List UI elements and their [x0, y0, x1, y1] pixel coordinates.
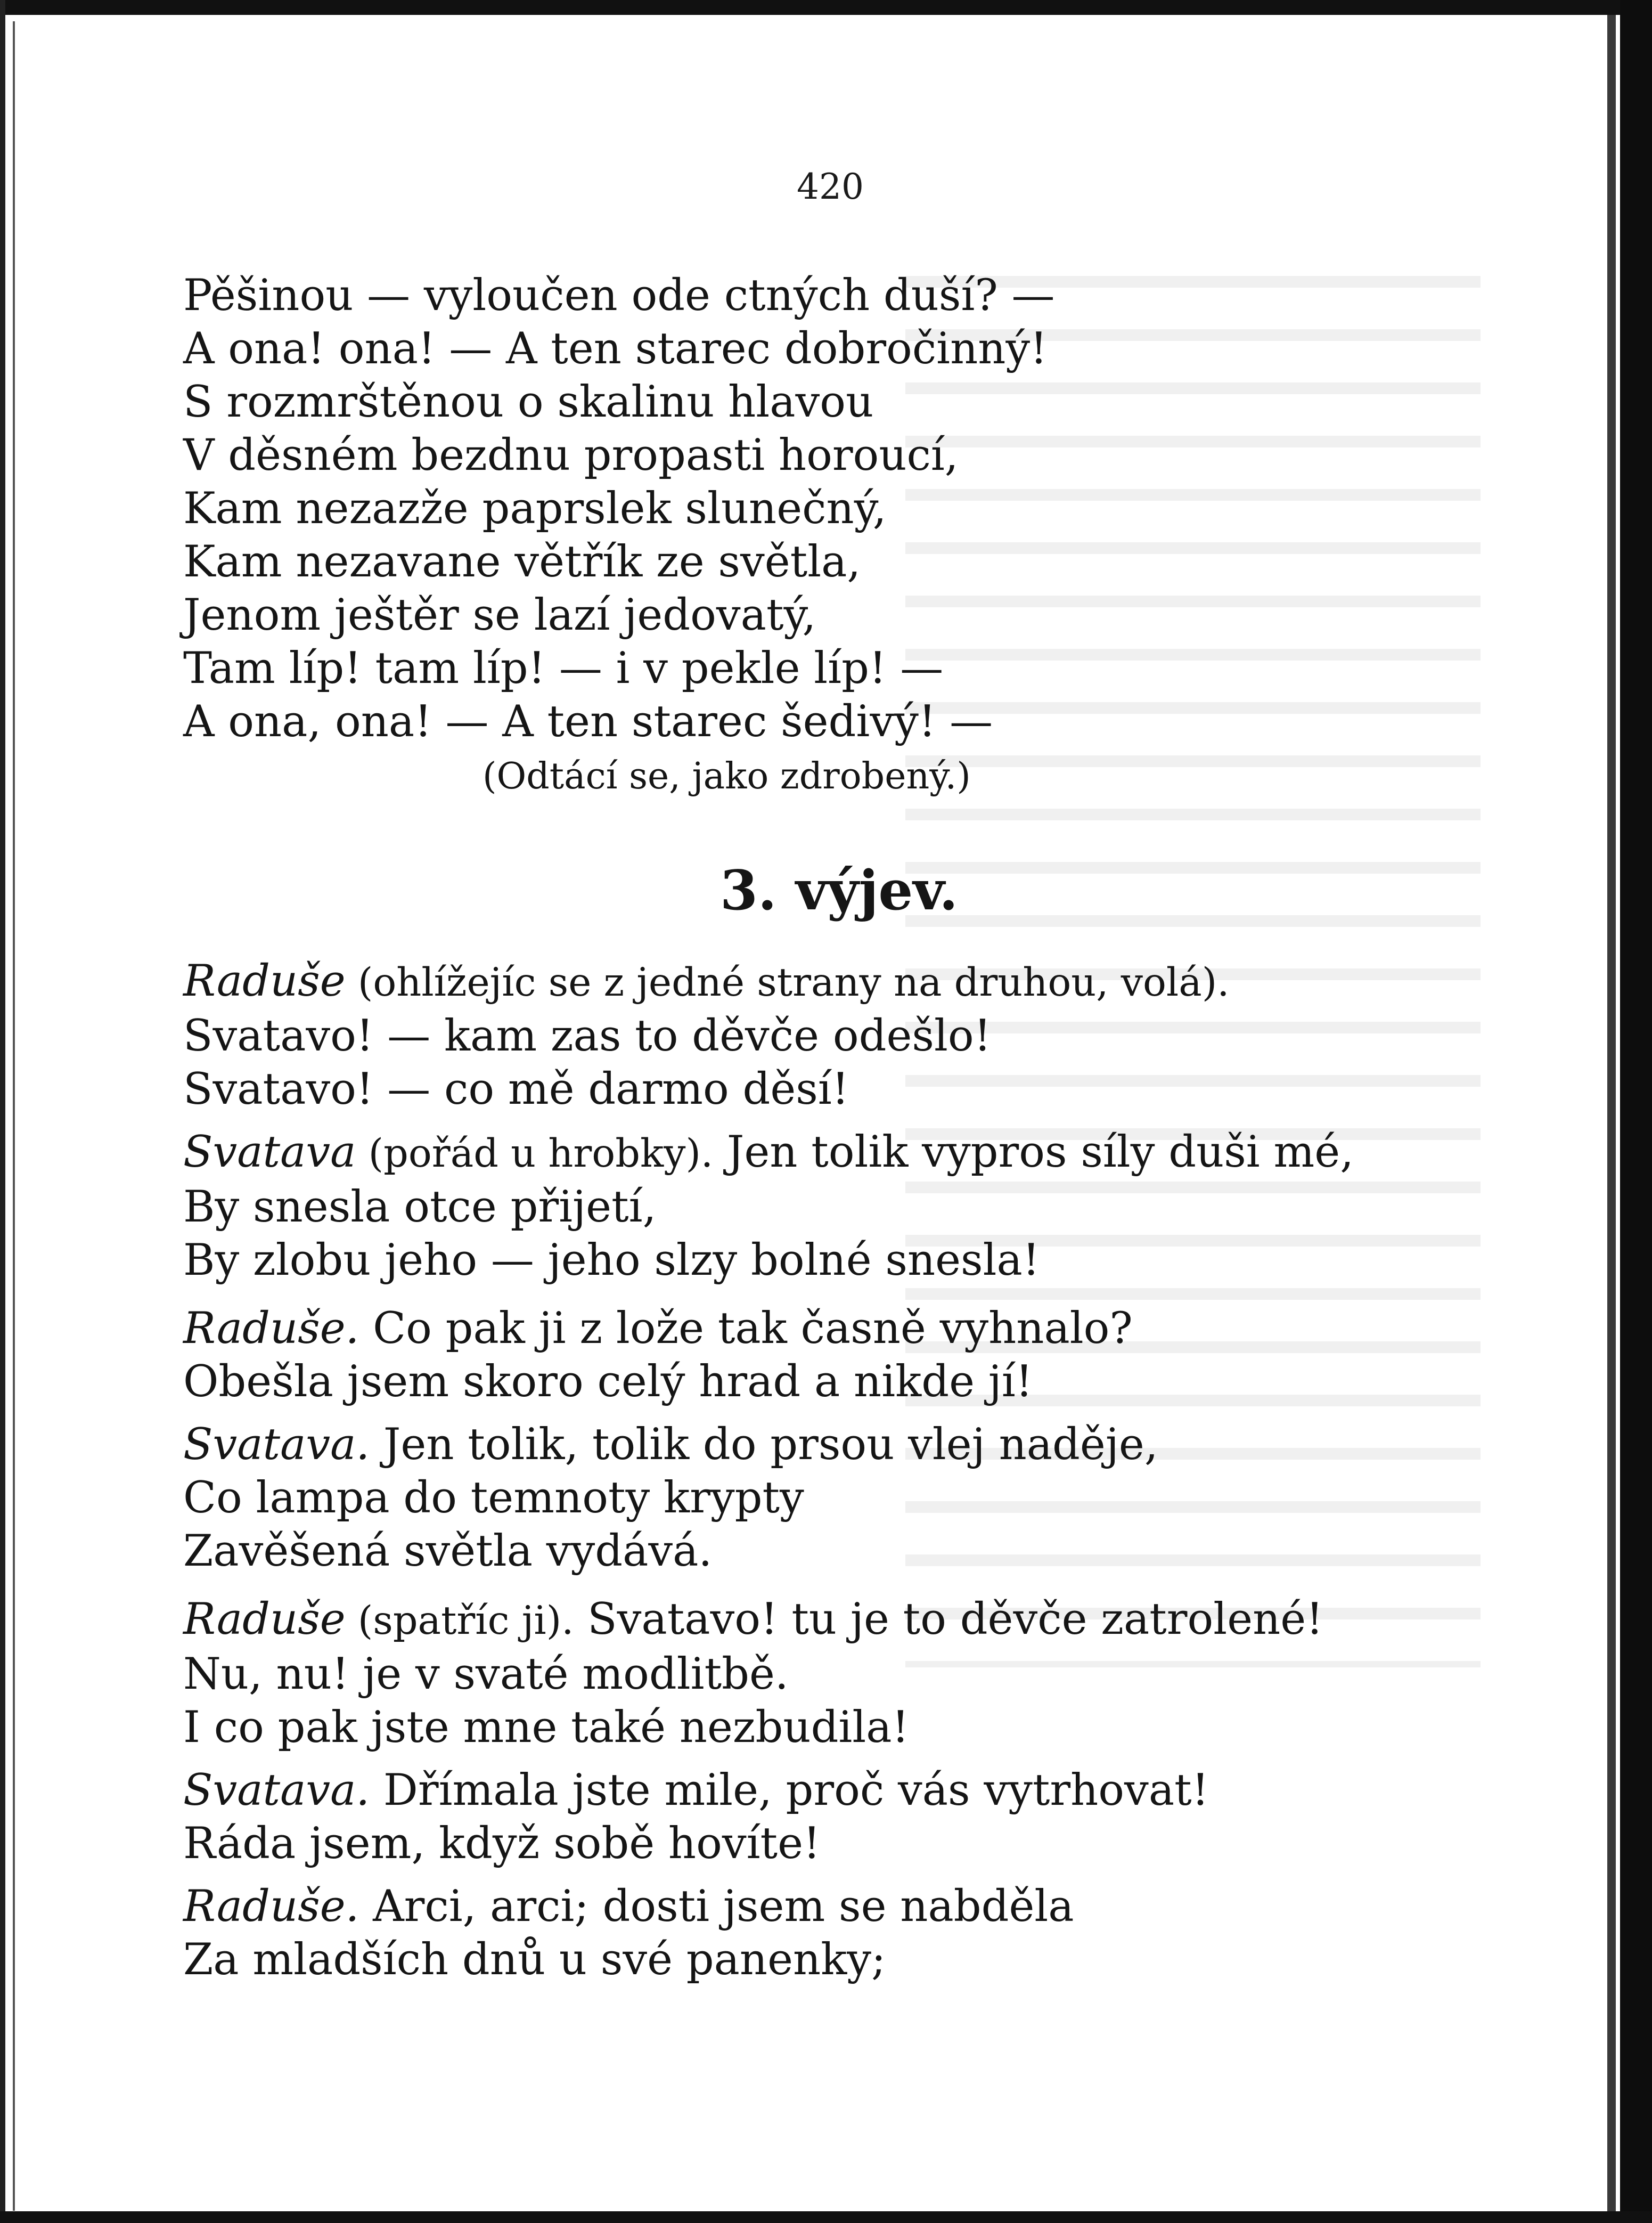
scan-border-top — [0, 0, 1652, 15]
speaker-name: Raduše. — [183, 1882, 359, 1932]
verse-line: Jenom ještěr se lazí jedovatý, — [183, 590, 816, 640]
dialogue-line — [183, 1880, 1435, 1933]
speaker-name: Raduše — [183, 1594, 346, 1644]
dialogue-line: Nu, nu! je v svaté modlitbě. — [183, 1649, 789, 1699]
dialogue-line — [183, 955, 1435, 1009]
speaker-name: Svatava. — [183, 1420, 370, 1470]
dialogue-text: Svatavo! tu je to děvče zatrolené! — [574, 1594, 1323, 1644]
dialogue-line: Za mladších dnů u své panenky; — [183, 1935, 886, 1985]
dialogue-text: Arci, arci; dosti jsem se nabděla — [359, 1882, 1074, 1932]
dialogue-text: Jen tolik, tolik do prsou vlej naděje, — [370, 1420, 1158, 1470]
dialogue-line: Zavěšená světla vydává. — [183, 1526, 713, 1576]
scan-shadow-left — [13, 21, 15, 2211]
scan-border-bottom — [0, 2211, 1652, 2223]
dialogue-line: Co lampa do temnoty krypty — [183, 1473, 804, 1523]
scan-border-right — [1620, 0, 1652, 2223]
verse-line: Kam nezavane větřík ze světla, — [183, 537, 861, 587]
dialogue-line: By zlobu jeho — jeho slzy bolné snesla! — [183, 1235, 1040, 1285]
dialogue-line — [183, 1593, 1435, 1648]
scene-heading: 3. výjev. — [720, 859, 958, 923]
speaker-name: Raduše — [183, 956, 346, 1006]
dialogue-line: Svatavo! — kam zas to děvče odešlo! — [183, 1011, 992, 1061]
verse-line: Tam líp! tam líp! — i v pekle líp! — — [183, 644, 944, 694]
verse-block — [183, 269, 1435, 748]
dialogue-line — [183, 1126, 1435, 1180]
speaker-name: Svatava — [183, 1127, 356, 1177]
dialogue-text: Jen tolik vypros síly duši mé, — [713, 1127, 1354, 1177]
verse-line: S rozmrštěnou o skalinu hlavou — [183, 377, 874, 427]
dialogue-block — [183, 955, 1435, 1986]
page-number: 420 — [797, 166, 864, 207]
dialogue-line — [183, 1764, 1435, 1817]
speaker-name: Raduše. — [183, 1304, 359, 1354]
verse-line: V děsném bezdnu propasti horoucí, — [183, 430, 959, 481]
verse-line: Kam nezazže paprslek slunečný, — [183, 484, 887, 534]
dialogue-line: Ráda jsem, když sobě hovíte! — [183, 1819, 821, 1869]
dialogue-line — [183, 1302, 1435, 1355]
dialogue-line — [183, 1418, 1435, 1471]
speaker-name: Svatava. — [183, 1765, 370, 1815]
dialogue-text: Dřímala jste mile, proč vás vytrhovat! — [370, 1765, 1209, 1815]
verse-line: A ona! ona! — A ten starec dobročinný! — [183, 324, 1048, 374]
speaker-direction: (spatříc ji). — [345, 1598, 574, 1643]
scan-shadow-right — [1607, 15, 1616, 2223]
dialogue-line: Svatavo! — co mě darmo děsí! — [183, 1064, 849, 1114]
verse-line: Pěšinou — vyloučen ode ctných duší? — — [183, 271, 1055, 321]
dialogue-line: By snesla otce přijetí, — [183, 1182, 657, 1232]
scan-border-left — [0, 0, 5, 2223]
speaker-direction: (ohlížejíc se z jedné strany na druhou, volá). — [345, 960, 1230, 1005]
dialogue-line: I co pak jste mne také nezbudila! — [183, 1703, 910, 1753]
dialogue-text: Co pak ji z lože tak časně vyhnalo? — [359, 1304, 1133, 1354]
speaker-direction: (pořád u hrobky). — [356, 1131, 714, 1176]
stage-direction: (Odtácí se, jako zdrobený.) — [482, 755, 971, 797]
verse-line: A ona, ona! — A ten starec šedivý! — — [183, 697, 993, 747]
dialogue-line: Obešla jsem skoro celý hrad a nikde jí! — [183, 1357, 1033, 1407]
